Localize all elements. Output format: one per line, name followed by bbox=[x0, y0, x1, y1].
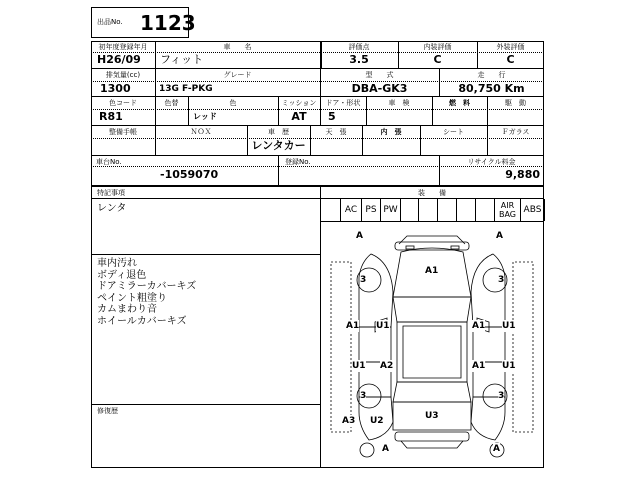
row-divider bbox=[91, 68, 544, 69]
repair-divider bbox=[91, 404, 320, 405]
damage-rear-quarter-a: A3 bbox=[342, 416, 356, 426]
header-transmission: ミッション bbox=[281, 99, 317, 107]
condition-note-item: ボディ退色 bbox=[97, 269, 147, 281]
equipment-ac: AC bbox=[340, 199, 361, 221]
condition-note-item: 車内汚れ bbox=[97, 258, 137, 269]
lot-number: 1123 bbox=[140, 11, 196, 35]
equipment-blank bbox=[456, 199, 475, 221]
header-inspection: 車 検 bbox=[388, 99, 410, 107]
header-front-glass: Ｆガラス bbox=[501, 128, 530, 136]
header-maintenance-book: 整備手帳 bbox=[109, 128, 137, 136]
notes-divider bbox=[91, 254, 320, 255]
door-count: 5 bbox=[328, 110, 336, 123]
header-car-name: 車 名 bbox=[223, 43, 252, 51]
header-model: 型 式 bbox=[365, 71, 394, 79]
row-divider bbox=[91, 155, 544, 156]
damage-wheel-front-right: 3 bbox=[498, 275, 505, 285]
condition-note-item: カムまわり音 bbox=[97, 304, 157, 315]
header-color: 色 bbox=[229, 99, 237, 107]
exterior-grade: C bbox=[506, 53, 515, 66]
damage-front-left: A bbox=[356, 231, 363, 241]
header-score: 評価点 bbox=[348, 43, 370, 51]
damage-front-right: A bbox=[496, 231, 503, 241]
header-grade: グレード bbox=[223, 71, 252, 79]
score: 3.5 bbox=[349, 53, 369, 66]
damage-fender-left: A1 bbox=[346, 321, 360, 331]
header-roof-lining: 天 張 bbox=[325, 128, 347, 136]
damage-rear-door-left-u: U1 bbox=[352, 361, 366, 371]
equipment-blank bbox=[418, 199, 437, 221]
header-history: 車 歴 bbox=[268, 128, 289, 136]
equipment-air-bag: AIR BAG bbox=[494, 199, 520, 221]
damage-trunk: U3 bbox=[425, 411, 439, 421]
color-code: R81 bbox=[99, 110, 123, 123]
header-interior-grade: 内装評価 bbox=[423, 43, 452, 51]
header-chassis-no: 車台No. bbox=[96, 158, 122, 166]
reg-date: H26/09 bbox=[97, 53, 141, 66]
col-divider bbox=[278, 155, 279, 186]
chassis-number: -1059070 bbox=[160, 168, 219, 181]
header-displacement: 排気量(cc) bbox=[105, 71, 141, 79]
header-recycle-fee: リサイクル料金 bbox=[467, 158, 516, 166]
header-exterior-grade: 外装評価 bbox=[496, 43, 525, 51]
damage-fender-right: U1 bbox=[502, 321, 516, 331]
equipment-blank bbox=[437, 199, 456, 221]
header-divider bbox=[91, 138, 544, 139]
damage-rear-bumper-right: A bbox=[493, 444, 500, 454]
condition-notes bbox=[97, 258, 196, 327]
header-nox: ＮＯＸ bbox=[190, 128, 212, 136]
equipment-blank bbox=[475, 199, 494, 221]
damage-wheel-rear-right: 3 bbox=[498, 391, 505, 401]
car-name: フィット bbox=[160, 53, 204, 66]
condition-note-item: ドアミラーカバーキズ bbox=[97, 281, 197, 292]
damage-door-front-right: A1 bbox=[472, 321, 486, 331]
mileage: 80,750 Km bbox=[458, 82, 525, 95]
equipment-pw: PW bbox=[380, 199, 400, 221]
repair-history-header: 修復歴 bbox=[97, 407, 118, 415]
vehicle-history: レンタカー bbox=[251, 139, 306, 152]
equipment-divider bbox=[544, 199, 545, 221]
header-mileage: 走 行 bbox=[477, 71, 506, 79]
condition-note-item: ホイールカバーキズ bbox=[97, 315, 187, 327]
damage-rear-door-right-a: A1 bbox=[472, 361, 486, 371]
header-door-shape: ドア・形状 bbox=[325, 99, 361, 107]
lot-number-label: 出品No. bbox=[97, 18, 123, 26]
header-drive: 駆 動 bbox=[505, 99, 526, 107]
header-registration-no: 登録No. bbox=[285, 158, 311, 166]
damage-wheel-rear-left: 3 bbox=[360, 391, 367, 401]
grade: 13G F-PKG bbox=[159, 84, 213, 94]
lot-number-box bbox=[91, 7, 196, 38]
damage-rear-bumper-left: A bbox=[382, 444, 389, 454]
displacement: 1300 bbox=[100, 82, 131, 95]
equipment-blank bbox=[400, 199, 418, 221]
special-notes-header: 特記事項 bbox=[97, 189, 125, 197]
header-seat: シート bbox=[443, 128, 464, 136]
equipment-abs: ABS bbox=[520, 199, 544, 221]
car-damage-diagram bbox=[321, 222, 543, 467]
interior-grade: C bbox=[433, 53, 442, 66]
header-interior-lining: 内 張 bbox=[380, 128, 402, 136]
damage-rear-quarter-u: U2 bbox=[370, 416, 384, 426]
damage-rear-door-right-u: U1 bbox=[502, 361, 516, 371]
condition-note-item: ペイント粗塗り bbox=[97, 292, 167, 304]
damage-door-front-left: U1 bbox=[376, 321, 390, 331]
model-code: DBA-GK3 bbox=[351, 82, 408, 95]
equipment-ps: PS bbox=[361, 199, 380, 221]
header-fuel: 燃 料 bbox=[449, 99, 470, 107]
header-color-change: 色替 bbox=[164, 99, 179, 107]
row-divider bbox=[91, 125, 544, 126]
row-divider bbox=[91, 96, 544, 97]
transmission: AT bbox=[291, 110, 307, 123]
header-reg-date: 初年度登録年月 bbox=[98, 43, 148, 51]
damage-wheel-front-left: 3 bbox=[360, 275, 367, 285]
special-notes-text: レンタ bbox=[97, 203, 127, 214]
color: レッド bbox=[193, 112, 217, 121]
recycle-fee: 9,880 bbox=[505, 168, 540, 181]
header-color-code: 色コード bbox=[109, 99, 137, 107]
damage-rear-door-left-a: A2 bbox=[380, 361, 394, 371]
equipment-header: 装 備 bbox=[418, 189, 446, 197]
damage-hood: A1 bbox=[425, 266, 439, 276]
